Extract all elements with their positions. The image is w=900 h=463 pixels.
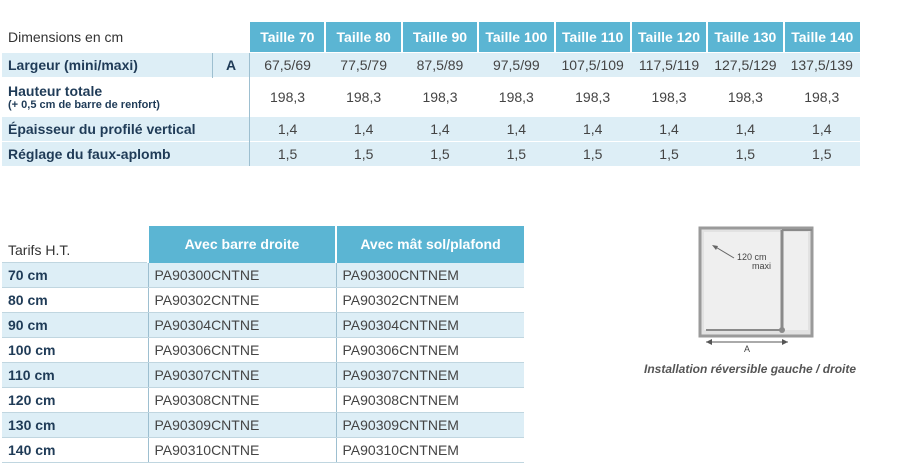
cell: 1,5	[478, 142, 554, 167]
ref-mat: PA90306CNTNEM	[336, 338, 524, 363]
cell: 198,3	[784, 78, 860, 117]
width-label: A	[743, 344, 751, 352]
ref-barre: PA90300CNTNE	[148, 263, 336, 288]
cell: 1,5	[249, 142, 325, 167]
size-header: Taille 140	[784, 22, 860, 53]
table-row	[2, 142, 860, 167]
table-row	[2, 288, 524, 313]
cell: 1,5	[402, 142, 478, 167]
row-label-reglage: Réglage du faux-aplomb	[2, 142, 213, 167]
cell: 1,5	[707, 142, 783, 167]
table-row	[2, 338, 524, 363]
dimensions-header-row	[2, 22, 860, 53]
ref-mat: PA90308CNTNEM	[336, 388, 524, 413]
size-header: Taille 90	[402, 22, 478, 53]
size-label: 80 cm	[2, 288, 148, 313]
ref-mat: PA90304CNTNEM	[336, 313, 524, 338]
size-header: Taille 120	[631, 22, 707, 53]
table-row	[2, 388, 524, 413]
column-header-mat: Avec mât sol/plafond	[336, 226, 524, 263]
cell: 198,3	[555, 78, 631, 117]
size-header: Taille 80	[325, 22, 401, 53]
installation-diagram	[690, 222, 820, 352]
table-row	[2, 413, 524, 438]
cell: 198,3	[631, 78, 707, 117]
cell: 87,5/89	[402, 53, 478, 78]
cell: 77,5/79	[325, 53, 401, 78]
row-label-text: Hauteur totale	[8, 83, 103, 99]
cell: 198,3	[249, 78, 325, 117]
ref-mat: PA90307CNTNEM	[336, 363, 524, 388]
dimension-arrow-left-icon	[706, 339, 712, 345]
diagram-caption: Installation réversible gauche / droite	[644, 362, 857, 376]
row-label-hauteur	[2, 78, 213, 117]
ref-barre: PA90302CNTNE	[148, 288, 336, 313]
ref-barre: PA90310CNTNE	[148, 438, 336, 463]
cell: 137,5/139	[784, 53, 860, 78]
column-header-barre: Avec barre droite	[148, 226, 336, 263]
ref-barre: PA90309CNTNE	[148, 413, 336, 438]
cell: 1,4	[555, 117, 631, 142]
ref-barre: PA90304CNTNE	[148, 313, 336, 338]
table-row	[2, 363, 524, 388]
table-row	[2, 117, 860, 142]
cell: 117,5/119	[631, 53, 707, 78]
cell: 127,5/129	[707, 53, 783, 78]
prices-table	[2, 226, 524, 463]
radius-label-sub: maxi	[752, 261, 772, 271]
size-label: 90 cm	[2, 313, 148, 338]
row-label-largeur: Largeur (mini/maxi)	[2, 53, 213, 78]
dimension-arrow-right-icon	[782, 339, 788, 345]
table-row	[2, 53, 860, 78]
cell: 1,5	[784, 142, 860, 167]
ref-mat: PA90302CNTNEM	[336, 288, 524, 313]
ref-mat: PA90310CNTNEM	[336, 438, 524, 463]
cell: 1,5	[555, 142, 631, 167]
ref-mat: PA90309CNTNEM	[336, 413, 524, 438]
cell: 198,3	[402, 78, 478, 117]
dimension-code	[213, 142, 249, 167]
dimensions-caption: Dimensions en cm	[8, 29, 124, 45]
ref-barre: PA90308CNTNE	[148, 388, 336, 413]
ref-mat: PA90300CNTNEM	[336, 263, 524, 288]
size-label: 100 cm	[2, 338, 148, 363]
dimension-code-a: A	[213, 53, 249, 78]
size-label: 120 cm	[2, 388, 148, 413]
size-label: 140 cm	[2, 438, 148, 463]
cell: 1,4	[784, 117, 860, 142]
size-label: 110 cm	[2, 363, 148, 388]
cell: 1,4	[249, 117, 325, 142]
dimension-code	[213, 117, 249, 142]
cell: 1,4	[707, 117, 783, 142]
table-row	[2, 78, 860, 117]
cell: 67,5/69	[249, 53, 325, 78]
prices-header-row	[2, 226, 524, 263]
cell: 1,4	[478, 117, 554, 142]
prices-caption: Tarifs H.T.	[2, 226, 148, 263]
row-label-epaisseur: Épaisseur du profilé vertical	[2, 117, 213, 142]
size-header: Taille 130	[707, 22, 783, 53]
cell: 198,3	[325, 78, 401, 117]
cell: 97,5/99	[478, 53, 554, 78]
dimensions-table	[2, 22, 860, 166]
cell: 1,4	[402, 117, 478, 142]
table-row	[2, 438, 524, 463]
cell: 107,5/109	[555, 53, 631, 78]
cell: 198,3	[478, 78, 554, 117]
table-row	[2, 313, 524, 338]
row-label-note: (+ 0,5 cm de barre de renfort)	[8, 99, 160, 111]
cell: 198,3	[707, 78, 783, 117]
tray-inner	[704, 232, 808, 330]
cell: 1,5	[631, 142, 707, 167]
size-header: Taille 110	[555, 22, 631, 53]
radius-label: 120 cm	[737, 252, 767, 262]
ref-barre: PA90307CNTNE	[148, 363, 336, 388]
table-row	[2, 263, 524, 288]
size-header: Taille 100	[478, 22, 554, 53]
size-header: Taille 70	[249, 22, 325, 53]
ref-barre: PA90306CNTNE	[148, 338, 336, 363]
size-label: 70 cm	[2, 263, 148, 288]
cell: 1,4	[325, 117, 401, 142]
dimension-code	[213, 78, 249, 117]
cell: 1,4	[631, 117, 707, 142]
cell: 1,5	[325, 142, 401, 167]
size-label: 130 cm	[2, 413, 148, 438]
